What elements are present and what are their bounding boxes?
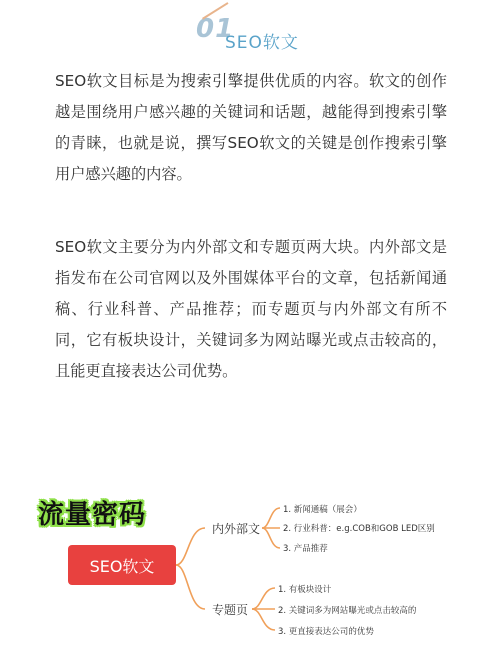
branch-label-internal: 内外部文 (212, 522, 261, 536)
connector-a-3 (262, 528, 280, 548)
leaf-item: 1. 新闻通稿（展会） (283, 505, 362, 515)
mind-map (0, 490, 500, 667)
mind-map-root: SEO软文 (68, 545, 176, 585)
connector-root-b (176, 565, 205, 609)
leaf-item: 3. 产品推荐 (283, 544, 328, 554)
leaf-item: 3. 更直接表达公司的优势 (278, 627, 374, 637)
section-number: 01 (196, 14, 235, 44)
section-heading (0, 12, 500, 52)
branch-label-topic: 专题页 (212, 603, 249, 617)
leaf-item: 1. 有板块设计 (278, 585, 332, 595)
connector-root-a (176, 528, 205, 565)
paragraph-types: SEO软文主要分为内外部文和专题页两大块。内外部文是指发布在公司官网以及外围媒体平台的文章，包括新闻通稿、行业科普、产品推荐；而专题页与内外部文有所不同，它有板块设计，关键词多为网站曝光或点击较高的，且能更直接表达公司优势。 (55, 238, 447, 380)
leaf-item: 2. 行业科普：e.g.COB和GOB LED区别 (283, 524, 435, 534)
section-title: SEO软文 (225, 33, 299, 53)
connector-a-1 (262, 508, 280, 528)
brand-slogan: 流量密码 (38, 500, 147, 530)
paragraph-intro: SEO软文目标是为搜索引擎提供优质的内容。软文的创作越是围绕用户感兴趣的关键词和话题，越能得到搜索引擎的青睐，也就是说，撰写SEO软文的关键是创作搜索引擎用户感兴趣的内容。 (55, 72, 447, 183)
leaf-item: 2. 关键词多为网站曝光或点击较高的 (278, 606, 417, 616)
connector-b-3 (252, 609, 275, 630)
connector-b-1 (252, 588, 275, 609)
